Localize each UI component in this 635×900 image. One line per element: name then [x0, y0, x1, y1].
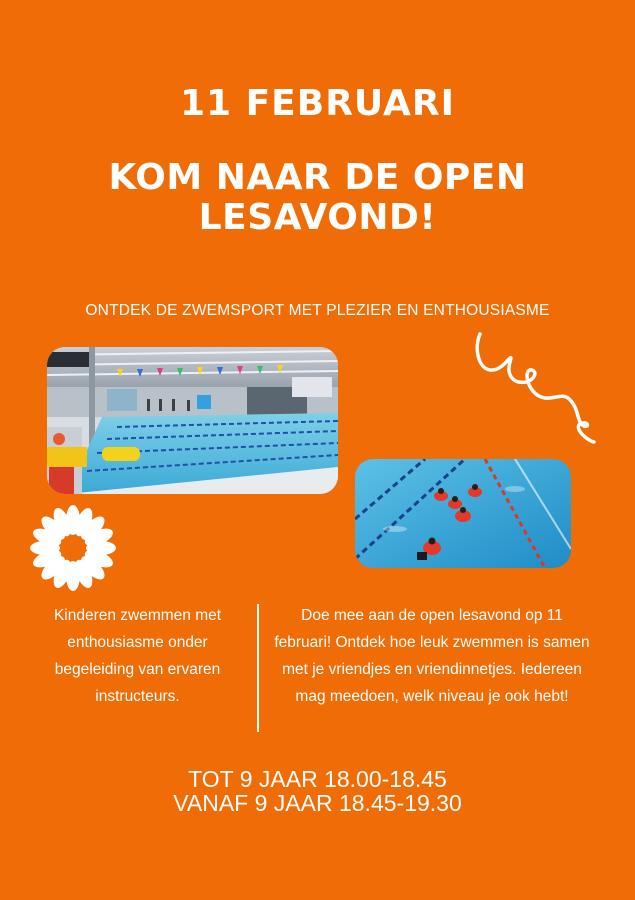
time-schedule — [0, 767, 635, 815]
subtitle: ONTDEK DE ZWEMSPORT MET PLEZIER EN ENTHOUSIASME — [85, 302, 550, 319]
left-description: Kinderen zwemmen met enthousiasme onder begeleiding van ervaren instructeurs. — [53, 607, 222, 705]
right-description: Doe mee aan de open lesavond op 11 februari! Ontdek hoe leuk zwemmen is samen met je vriendjes en vriendinnetjes. Iedereen mag meedoen, welk niveau je ook hebt! — [274, 607, 590, 705]
time-line-under-9: TOT 9 JAAR 18.00-18.45 — [188, 766, 447, 792]
headline-line-1: KOM NAAR DE OPEN — [108, 157, 527, 198]
column-divider — [257, 604, 259, 732]
date-title: 11 FEBRUARI — [179, 83, 456, 124]
headline-line-2: LESAVOND! — [198, 197, 437, 238]
pool-hall-photo — [47, 347, 338, 494]
sun-burst-icon — [30, 505, 116, 591]
time-line-from-9: VANAF 9 JAAR 18.45-19.30 — [173, 790, 462, 816]
squiggle-line-icon — [470, 328, 610, 453]
swimmers-photo — [355, 459, 571, 568]
headline — [0, 158, 635, 238]
